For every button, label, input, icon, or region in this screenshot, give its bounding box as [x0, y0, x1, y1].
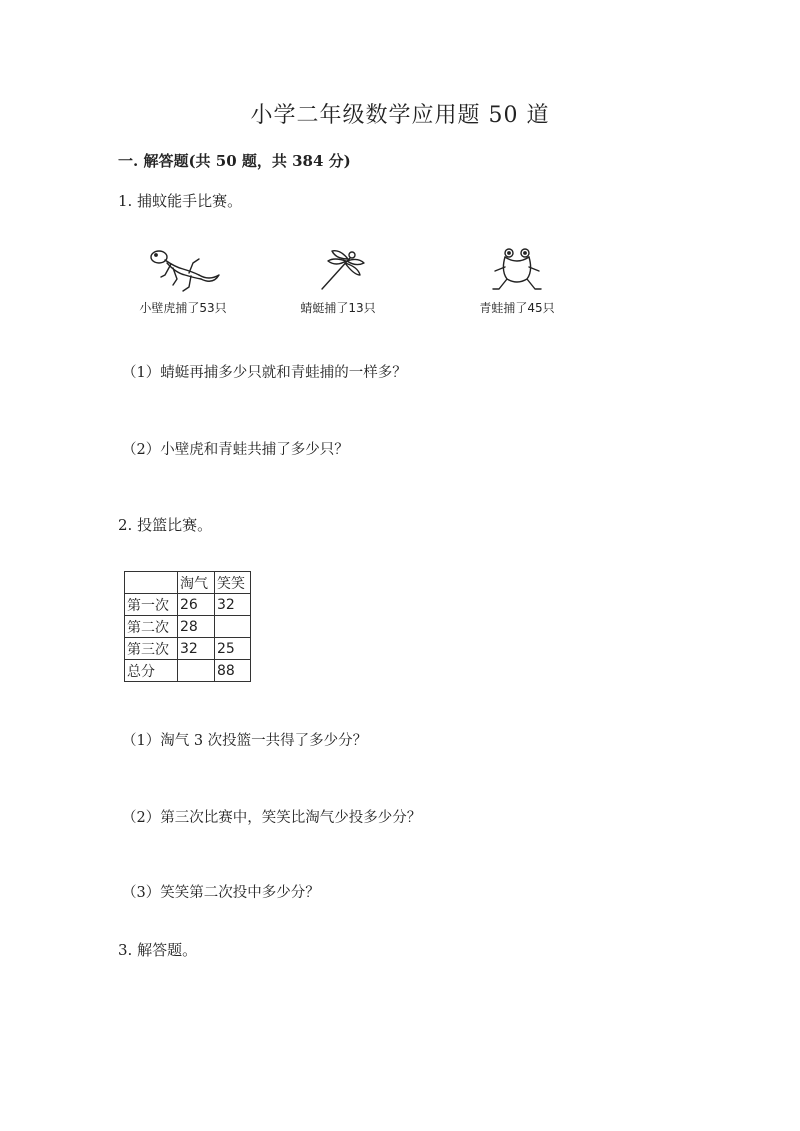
- table-cell: 25: [215, 638, 251, 660]
- dragonfly-icon: [308, 245, 368, 295]
- table-row: [125, 660, 251, 682]
- question-1-sub-1: （1）蜻蜓再捕多少只就和青蛙捕的一样多？: [122, 365, 407, 381]
- table-cell: 第二次: [125, 616, 178, 638]
- table-cell: [125, 572, 178, 594]
- question-2-sub-2: （2）第三次比赛中，笑笑比淘气少投多少分？: [122, 810, 422, 826]
- table-cell: 26: [178, 594, 215, 616]
- question-2-sub-3: （3）笑笑第二次投中多少分？: [122, 885, 320, 901]
- question-2-sub-1: （1）淘气 3 次投篮一共得了多少分？: [122, 733, 368, 749]
- animal-dragonfly: [288, 245, 388, 316]
- gecko-label: 小壁虎捕了53只: [139, 301, 227, 315]
- table-cell: [215, 616, 251, 638]
- section-heading: 一. 解答题(共 50 题，共 384 分): [118, 152, 351, 170]
- table-cell: 88: [215, 660, 251, 682]
- table-cell: 32: [178, 638, 215, 660]
- table-cell: 淘气: [178, 572, 215, 594]
- table-cell: 总分: [125, 660, 178, 682]
- animal-frog: [462, 245, 572, 316]
- table-row: [125, 616, 251, 638]
- table-cell: 28: [178, 616, 215, 638]
- table-row: [125, 638, 251, 660]
- question-2-prompt: 2. 投篮比赛。: [118, 516, 213, 534]
- frog-label: 青蛙捕了45只: [479, 301, 555, 315]
- animal-gecko: [128, 245, 238, 316]
- score-table: [124, 571, 251, 682]
- gecko-icon: [143, 245, 223, 295]
- table-cell: [178, 660, 215, 682]
- table-row: [125, 594, 251, 616]
- frog-icon: [487, 245, 547, 295]
- table-cell: 笑笑: [215, 572, 251, 594]
- question-1-sub-2: （2）小壁虎和青蛙共捕了多少只？: [122, 442, 349, 458]
- table-cell: 第一次: [125, 594, 178, 616]
- question-1-prompt: 1. 捕蚊能手比赛。: [118, 192, 243, 210]
- table-cell: 第三次: [125, 638, 178, 660]
- question-3-prompt: 3. 解答题。: [118, 941, 198, 959]
- table-header-row: [125, 572, 251, 594]
- table-cell: 32: [215, 594, 251, 616]
- dragonfly-label: 蜻蜓捕了13只: [300, 301, 376, 315]
- page-title: 小学二年级数学应用题 50 道: [250, 103, 550, 128]
